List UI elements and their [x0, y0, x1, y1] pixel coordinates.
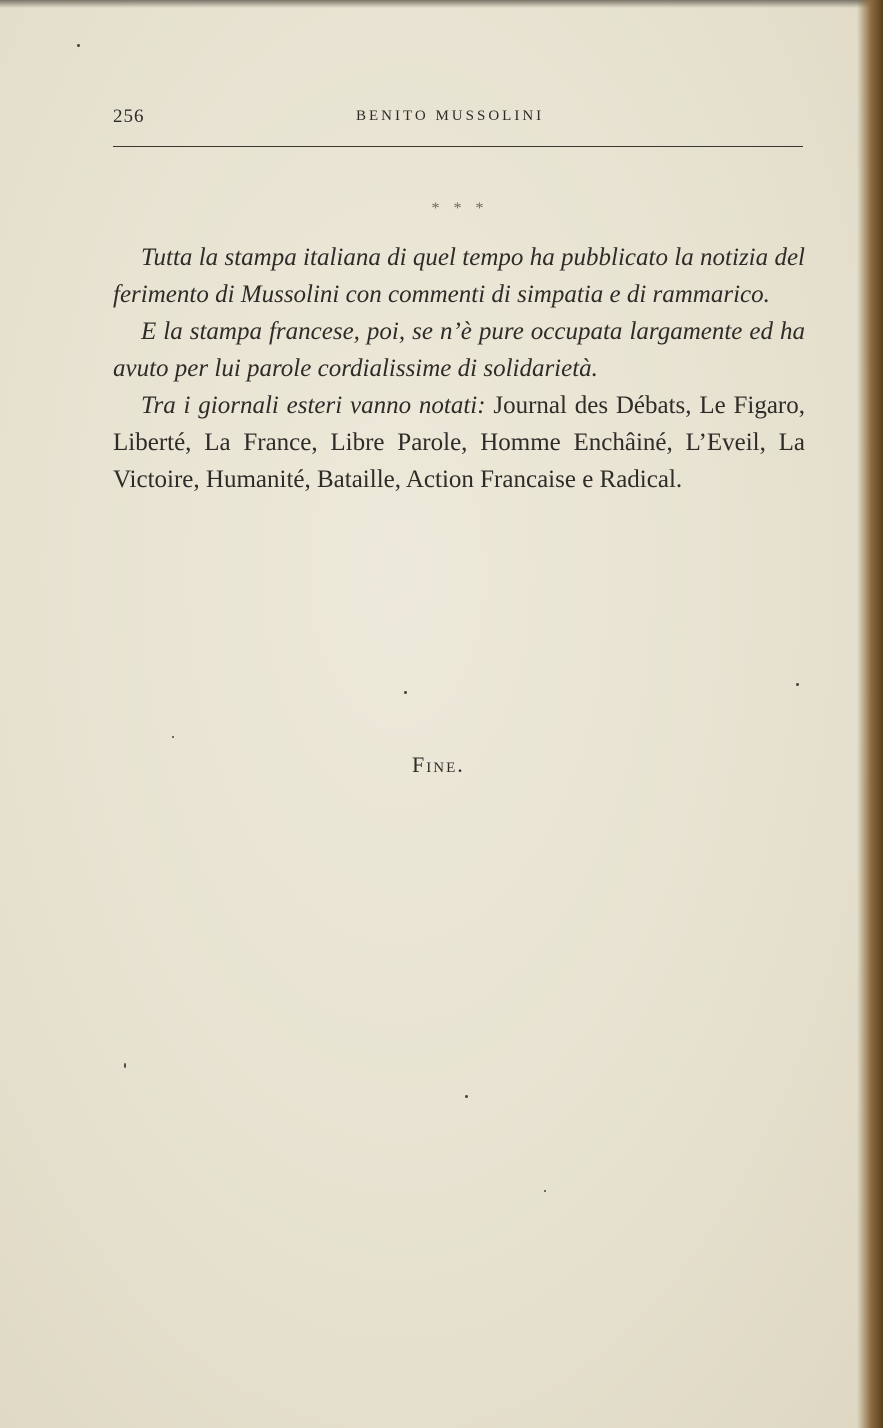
scan-speck — [404, 691, 407, 694]
section-separator: * * * — [431, 200, 489, 217]
page-binding-edge — [857, 0, 883, 1428]
scan-speck — [172, 736, 174, 738]
paragraph — [113, 239, 805, 313]
paragraph-italic-text: Tutta la stampa italiana di quel tempo ha pubblicato la notizia del ferimento di Mussolini con commenti di simpatia e di rammarico. — [113, 244, 805, 308]
body-text — [113, 239, 805, 498]
page-header — [113, 96, 805, 136]
end-mark: Fine. — [412, 752, 465, 777]
scan-speck — [544, 1190, 546, 1192]
scan-speck — [796, 683, 799, 686]
paragraph-italic-text: Tra i giornali esteri vanno notati: — [141, 392, 486, 419]
scan-speck — [77, 44, 80, 47]
paragraph-roman-text: Journal des Débats, Le Figaro, Liberté, La France, Libre Parole, Homme Enchâiné, L’Eveil, La Victoire, Humanité, Bataille, Action Francaise e Radical. — [113, 392, 805, 493]
paragraph — [113, 313, 805, 387]
paragraph-italic-text: E la stampa francese, poi, se n’è pure occupata largamente ed ha avuto per lui parole cordialissime di solidarietà. — [113, 318, 805, 382]
page-number: 256 — [113, 106, 145, 127]
header-rule — [113, 146, 803, 147]
scan-speck — [124, 1063, 126, 1068]
scan-speck — [465, 1095, 468, 1098]
page-top-edge — [0, 0, 883, 8]
paragraph — [113, 387, 805, 498]
running-head: BENITO MUSSOLINI — [356, 108, 545, 124]
